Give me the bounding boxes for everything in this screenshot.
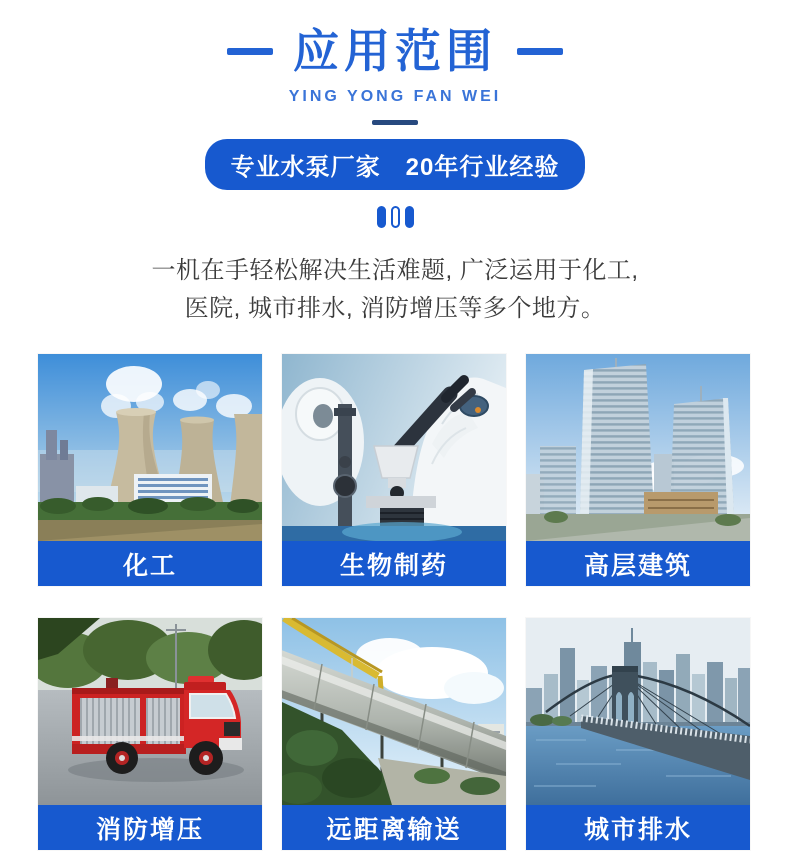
pill-filled-left bbox=[377, 206, 386, 228]
fire-truck-photo bbox=[38, 618, 262, 805]
card-label: 远距离输送 bbox=[282, 805, 506, 850]
section-subtitle: YING YONG FAN WEI bbox=[288, 88, 502, 105]
title-dash-left bbox=[227, 48, 273, 55]
banner-wrap bbox=[0, 125, 790, 190]
pill-filled-right bbox=[405, 206, 414, 228]
application-grid bbox=[38, 354, 750, 850]
experience-banner: 专业水泵厂家 20年行业经验 bbox=[205, 139, 586, 190]
application-card-fire bbox=[38, 618, 262, 850]
card-label: 城市排水 bbox=[526, 805, 750, 850]
section-header bbox=[0, 24, 790, 78]
pill-divider bbox=[0, 206, 790, 228]
cleanroom-microscope-photo bbox=[282, 354, 506, 541]
application-card-drainage bbox=[526, 618, 750, 850]
description-paragraph bbox=[0, 252, 790, 328]
application-card-highrise bbox=[526, 354, 750, 586]
description-line-1: 一机在手轻松解决生活难题, 广泛运用于化工, bbox=[151, 257, 639, 284]
description-line-2: 医院, 城市排水, 消防增压等多个地方。 bbox=[184, 295, 606, 322]
card-label: 化工 bbox=[38, 541, 262, 586]
card-label: 消防增压 bbox=[38, 805, 262, 850]
page-title: 应用范围 bbox=[293, 25, 497, 77]
application-card-biopharma bbox=[282, 354, 506, 586]
application-card-pipeline bbox=[282, 618, 506, 850]
card-label: 高层建筑 bbox=[526, 541, 750, 586]
card-label: 生物制药 bbox=[282, 541, 506, 586]
city-skyline-bridge-photo bbox=[526, 618, 750, 805]
pill-hollow-middle bbox=[391, 206, 400, 228]
application-card-chemical bbox=[38, 354, 262, 586]
cooling-towers-chemical-plant-photo bbox=[38, 354, 262, 541]
title-dash-right bbox=[517, 48, 563, 55]
pipeline-photo bbox=[282, 618, 506, 805]
high-rise-buildings-photo bbox=[526, 354, 750, 541]
